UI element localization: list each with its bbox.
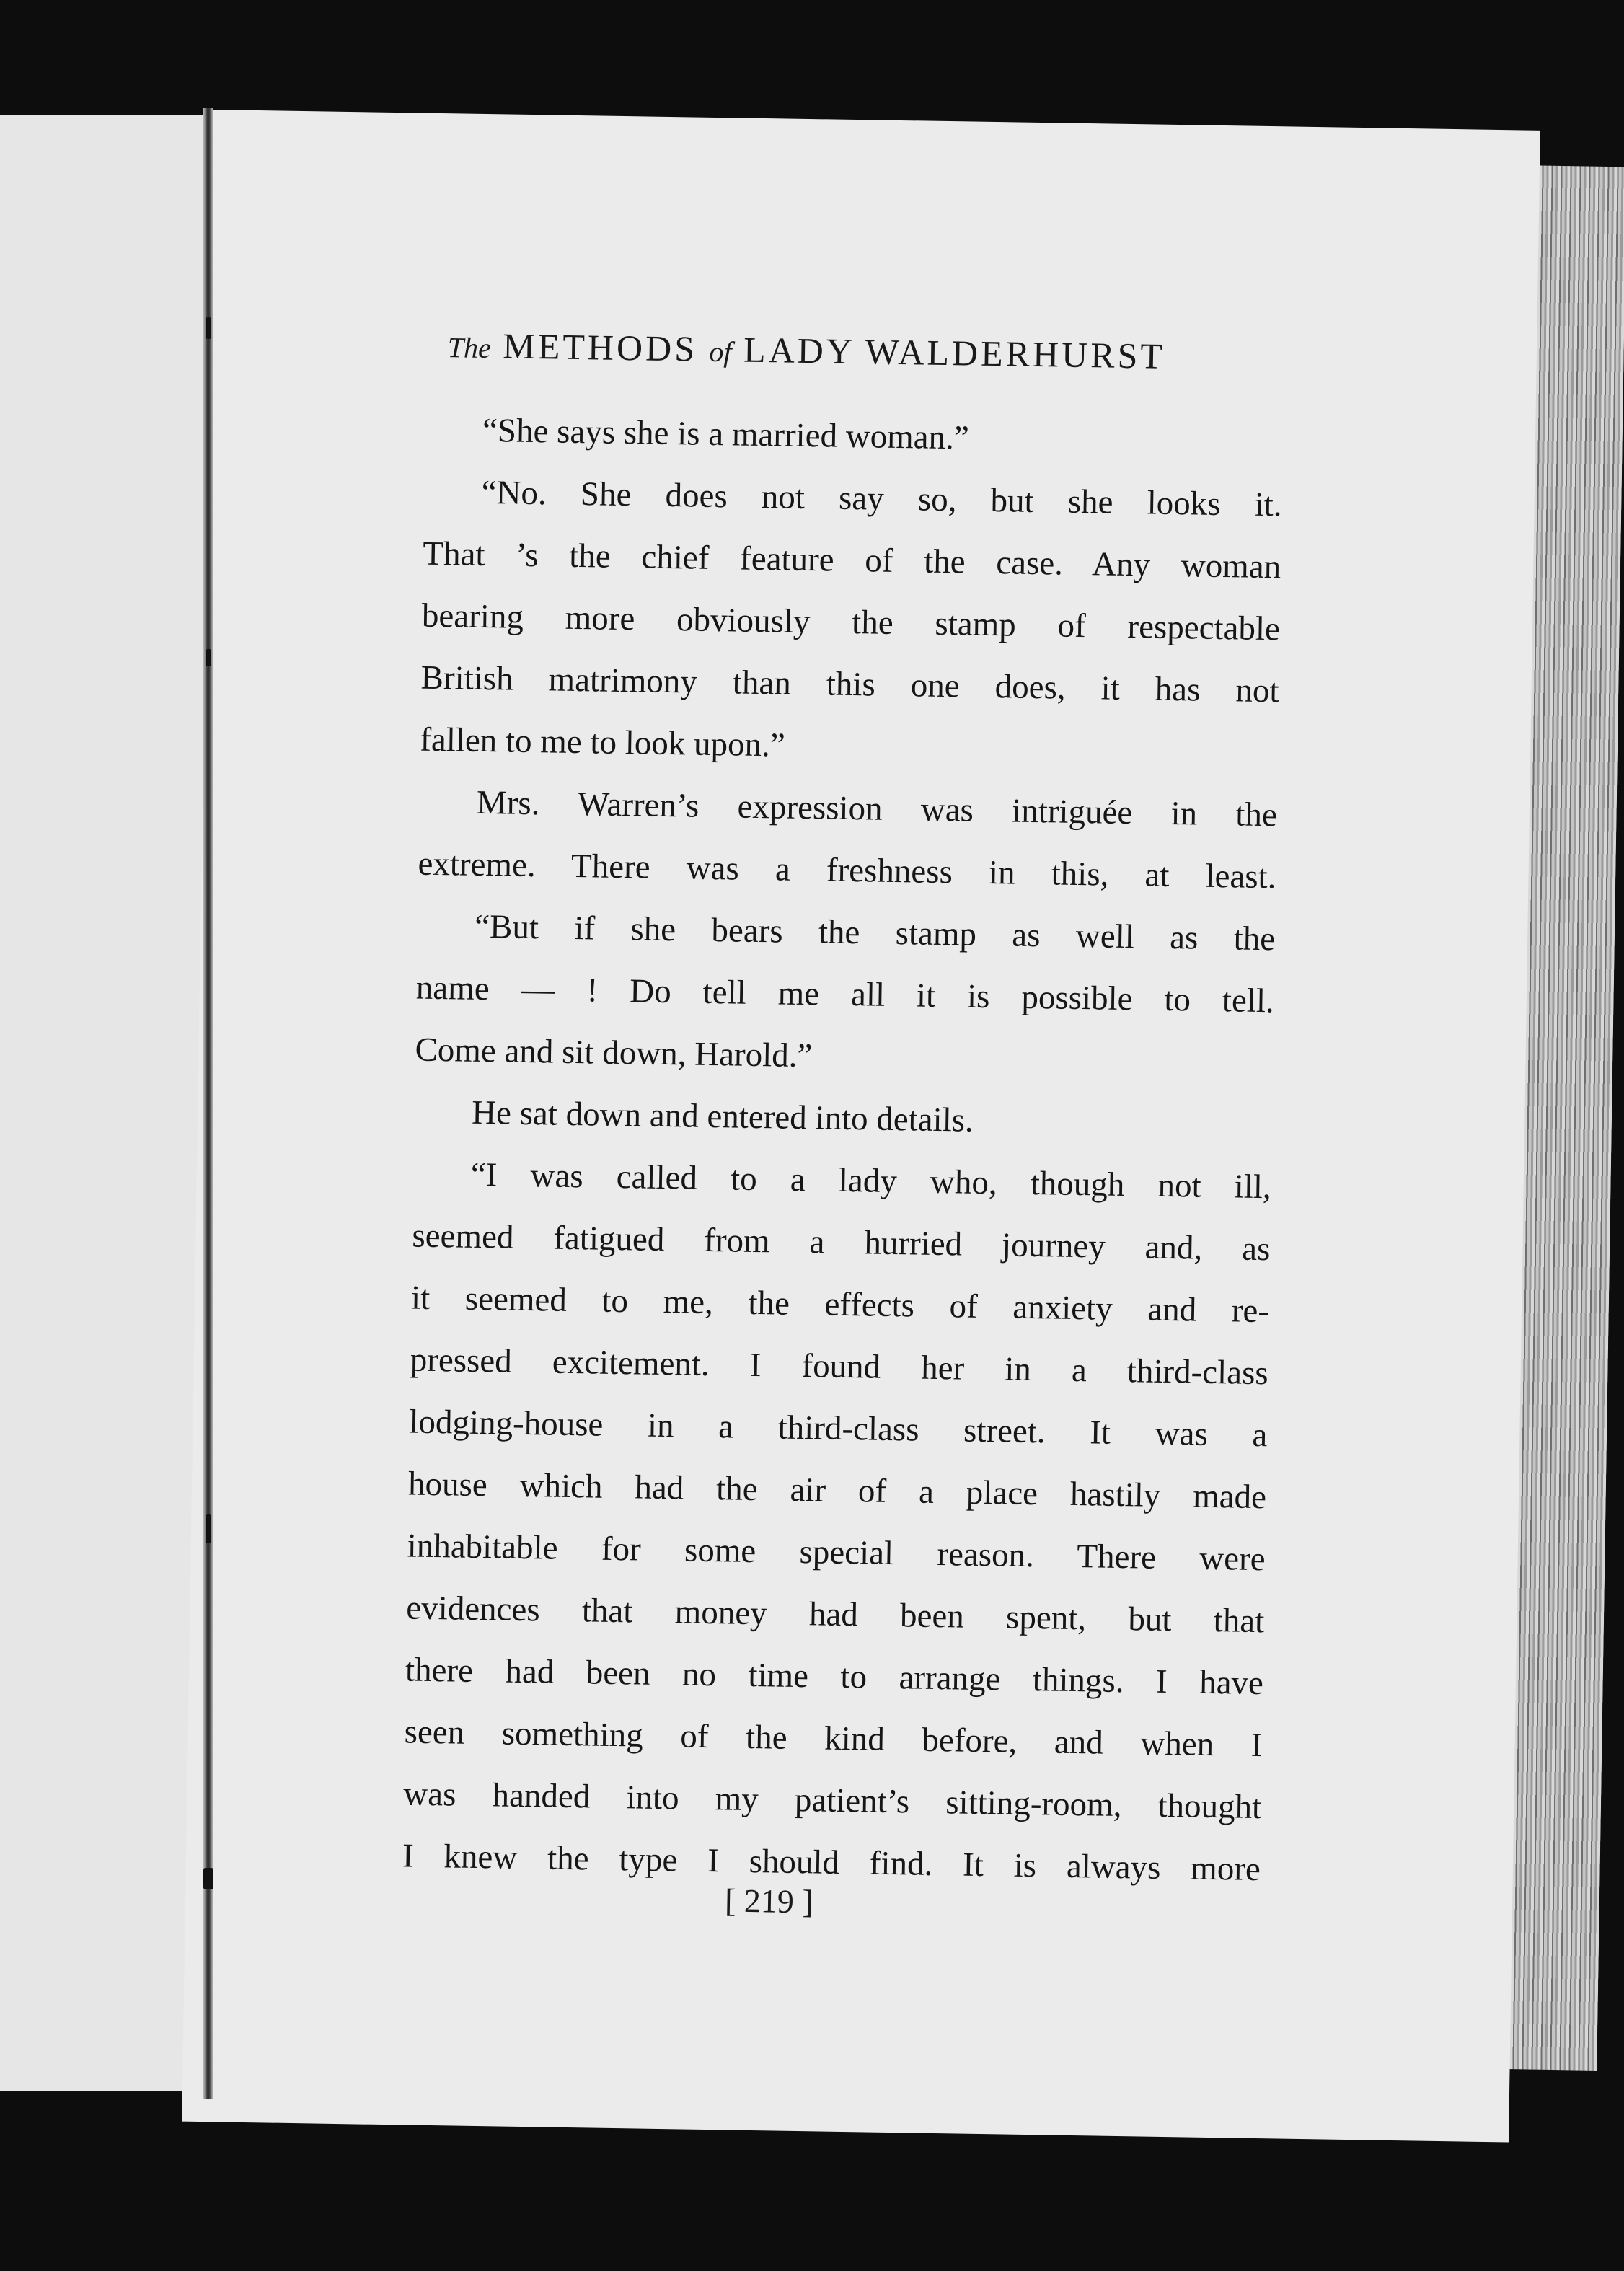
text-line: extreme. There was a freshness in this, at least. (418, 845, 1276, 896)
text-line: seen something of the kind before, and when I (404, 1713, 1263, 1765)
running-head-title1: METHODS (502, 325, 698, 369)
text-line: “No. She does not say so, but she looks it. (481, 473, 1282, 524)
running-head-prefix: The (447, 331, 492, 365)
text-line: evidences that money had been spent, but that (405, 1589, 1265, 1641)
text-line: there had been no time to arrange things. I have (405, 1651, 1264, 1703)
gutter-mark (203, 1868, 213, 1889)
text-line: That ’s the chief feature of the case. Any woman (422, 534, 1281, 586)
text-line: pressed excitement. I found her in a third-class (410, 1341, 1269, 1393)
gutter-mark (206, 317, 211, 339)
body-text (402, 399, 1283, 1900)
text-line: bearing more obviously the stamp of respectable (421, 596, 1281, 648)
gutter-mark (206, 649, 211, 666)
left-page (0, 115, 209, 2091)
text-line: name — ! Do tell me all it is possible to tell. (415, 969, 1275, 1020)
text-line: “But if she bears the stamp as well as the (474, 907, 1276, 958)
text-line: seemed fatigued from a hurried journey and, as (412, 1217, 1271, 1269)
text-line: house which had the air of a place hastily made (407, 1465, 1267, 1517)
text-line: Come and sit down, Harold.” (415, 1031, 813, 1075)
page-number: [ 219 ] (724, 1882, 814, 1921)
text-line: it seemed to me, the effects of anxiety and re- (410, 1279, 1270, 1331)
gutter-mark (206, 1514, 211, 1543)
text-line: inhabitable for some special reason. There were (407, 1527, 1266, 1579)
text-line: “She says she is a married woman.” (482, 411, 970, 457)
running-head-of: of (709, 335, 732, 369)
text-line: Mrs. Warren’s expression was intriguée in the (476, 783, 1278, 834)
running-head-title2: LADY WALDERHURST (743, 329, 1166, 376)
text-line: “I was called to a lady who, though not ill, (470, 1155, 1272, 1207)
running-head (447, 324, 1320, 379)
text-line: lodging-house in a third-class street. It was a (409, 1403, 1268, 1455)
book-page (182, 110, 1540, 2143)
book-gutter (203, 108, 213, 2099)
text-line: was handed into my patient’s sitting-room, thought (402, 1775, 1262, 1827)
text-line: He sat down and entered into details. (471, 1093, 974, 1139)
text-line: fallen to me to look upon.” (419, 720, 786, 764)
text-line: British matrimony than this one does, it has not (420, 658, 1279, 710)
text-line: I knew the type I should find. It is always more (402, 1837, 1261, 1889)
